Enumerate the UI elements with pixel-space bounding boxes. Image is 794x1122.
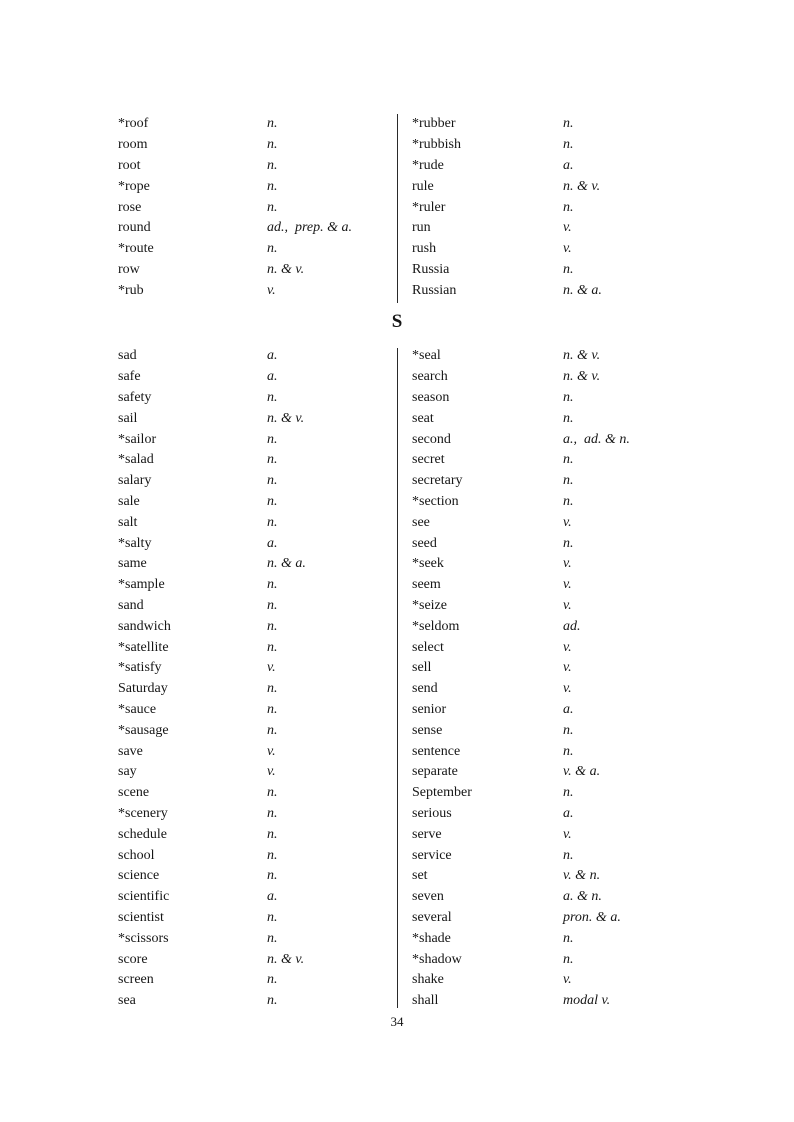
entry-word: *shade xyxy=(412,930,451,946)
entry-word: *rubber xyxy=(412,116,456,132)
entry-word: *seldom xyxy=(412,618,460,634)
entry-part-of-speech: a. xyxy=(563,805,574,821)
entry-part-of-speech: n. xyxy=(563,137,574,153)
entry-word: shake xyxy=(412,972,444,988)
word-entry-row xyxy=(118,637,394,658)
word-entry-row xyxy=(118,679,394,700)
entry-part-of-speech: ad. xyxy=(563,618,581,634)
entry-part-of-speech: n. xyxy=(267,972,278,988)
entry-part-of-speech: n. & v. xyxy=(563,369,601,385)
entry-word: sell xyxy=(412,660,432,676)
entry-word: rose xyxy=(118,199,142,215)
entry-part-of-speech: n. xyxy=(267,452,278,468)
entry-word: science xyxy=(118,868,160,884)
entry-part-of-speech: a. xyxy=(267,348,278,364)
entry-word: round xyxy=(118,220,151,236)
entry-part-of-speech: n. xyxy=(563,452,574,468)
word-entry-row xyxy=(118,575,394,596)
entry-word: service xyxy=(412,847,452,863)
word-entry-row xyxy=(118,845,394,866)
entry-part-of-speech: v. xyxy=(563,972,572,988)
entry-part-of-speech: n. xyxy=(267,116,278,132)
entry-word: salary xyxy=(118,473,152,489)
entry-part-of-speech: n. xyxy=(267,618,278,634)
entry-word: *satellite xyxy=(118,639,169,655)
entry-word: Russia xyxy=(412,261,450,277)
word-entry-row xyxy=(412,346,688,367)
word-entry-row xyxy=(118,176,394,197)
entry-word: safe xyxy=(118,369,141,385)
entry-word: send xyxy=(412,681,438,697)
top-right-column xyxy=(412,114,688,301)
entry-word: *rude xyxy=(412,157,444,173)
entry-word: shall xyxy=(412,993,439,1009)
word-entry-row xyxy=(412,492,688,513)
entry-part-of-speech: n. xyxy=(563,847,574,863)
entry-word: seed xyxy=(412,535,437,551)
entry-part-of-speech: n. xyxy=(267,389,278,405)
entry-part-of-speech: v. xyxy=(563,681,572,697)
word-entry-row xyxy=(118,928,394,949)
word-entry-row xyxy=(412,804,688,825)
entry-word: *salad xyxy=(118,452,154,468)
entry-part-of-speech: n. xyxy=(563,199,574,215)
entry-part-of-speech: n. xyxy=(563,410,574,426)
word-entry-row xyxy=(412,408,688,429)
word-entry-row xyxy=(118,450,394,471)
entry-word: safety xyxy=(118,389,152,405)
entry-word: *rubbish xyxy=(412,137,461,153)
entry-part-of-speech: v. xyxy=(267,660,276,676)
word-entry-row xyxy=(412,450,688,471)
word-entry-row xyxy=(412,197,688,218)
word-entry-row xyxy=(412,700,688,721)
entry-word: room xyxy=(118,137,148,153)
entry-word: schedule xyxy=(118,826,167,842)
entry-part-of-speech: n. xyxy=(563,743,574,759)
entry-word: screen xyxy=(118,972,154,988)
entry-part-of-speech: n. xyxy=(563,389,574,405)
entry-word: *seize xyxy=(412,597,447,613)
entry-word: sand xyxy=(118,597,144,613)
entry-part-of-speech: n. xyxy=(267,639,278,655)
word-entry-row xyxy=(412,762,688,783)
word-entry-row xyxy=(118,720,394,741)
word-entry-row xyxy=(118,156,394,177)
entry-word: *sauce xyxy=(118,701,157,717)
word-entry-row xyxy=(118,908,394,929)
word-entry-row xyxy=(412,616,688,637)
word-entry-row xyxy=(118,367,394,388)
bottom-left-column xyxy=(118,346,394,1012)
entry-part-of-speech: n. xyxy=(267,993,278,1009)
entry-word: say xyxy=(118,764,137,780)
word-entry-row xyxy=(412,866,688,887)
entry-part-of-speech: a. & n. xyxy=(563,889,602,905)
word-entry-row xyxy=(118,824,394,845)
word-entry-row xyxy=(412,156,688,177)
entry-part-of-speech: a., ad. & n. xyxy=(563,431,630,447)
word-entry-row xyxy=(412,970,688,991)
entry-word: root xyxy=(118,157,141,173)
entry-word: sandwich xyxy=(118,618,171,634)
word-entry-row xyxy=(412,783,688,804)
entry-word: several xyxy=(412,909,452,925)
entry-part-of-speech: n. xyxy=(267,597,278,613)
entry-word: *rope xyxy=(118,178,150,194)
entry-part-of-speech: a. xyxy=(267,535,278,551)
word-entry-row xyxy=(118,700,394,721)
entry-word: Saturday xyxy=(118,681,168,697)
word-entry-row xyxy=(412,239,688,260)
entry-word: *ruler xyxy=(412,199,446,215)
entry-word: sense xyxy=(412,722,443,738)
entry-word: rush xyxy=(412,241,437,257)
entry-part-of-speech: v. xyxy=(563,577,572,593)
entry-part-of-speech: n. xyxy=(563,785,574,801)
word-entry-row xyxy=(118,887,394,908)
word-entry-row xyxy=(118,658,394,679)
entry-word: season xyxy=(412,389,450,405)
word-entry-row xyxy=(412,596,688,617)
entry-part-of-speech: n. & a. xyxy=(267,556,306,572)
entry-part-of-speech: n. xyxy=(563,722,574,738)
entry-word: scientist xyxy=(118,909,164,925)
entry-word: sale xyxy=(118,493,140,509)
entry-part-of-speech: n. xyxy=(267,493,278,509)
word-entry-row xyxy=(412,991,688,1012)
entry-word: search xyxy=(412,369,448,385)
word-entry-row xyxy=(118,471,394,492)
entry-word: separate xyxy=(412,764,458,780)
entry-part-of-speech: n. xyxy=(267,199,278,215)
entry-part-of-speech: v. xyxy=(563,639,572,655)
entry-part-of-speech: n. xyxy=(267,805,278,821)
entry-word: set xyxy=(412,868,428,884)
entry-word: secret xyxy=(412,452,445,468)
entry-word: same xyxy=(118,556,147,572)
entry-part-of-speech: pron. & a. xyxy=(563,909,621,925)
entry-part-of-speech: v. xyxy=(267,282,276,298)
entry-word: see xyxy=(412,514,430,530)
entry-part-of-speech: n. & v. xyxy=(563,348,601,364)
entry-part-of-speech: a. xyxy=(267,889,278,905)
word-entry-row xyxy=(412,575,688,596)
entry-word: salt xyxy=(118,514,138,530)
word-entry-row xyxy=(118,783,394,804)
entry-word: *sample xyxy=(118,577,165,593)
entry-part-of-speech: n. xyxy=(267,868,278,884)
word-entry-row xyxy=(118,114,394,135)
word-entry-row xyxy=(412,554,688,575)
word-entry-row xyxy=(118,741,394,762)
entry-word: *seal xyxy=(412,348,441,364)
top-left-column xyxy=(118,114,394,301)
word-entry-row xyxy=(118,596,394,617)
entry-part-of-speech: n. xyxy=(267,431,278,447)
entry-word: *seek xyxy=(412,556,444,572)
entry-part-of-speech: n. xyxy=(267,701,278,717)
entry-part-of-speech: v. xyxy=(563,514,572,530)
entry-part-of-speech: v. xyxy=(563,220,572,236)
entry-part-of-speech: n. xyxy=(563,493,574,509)
word-entry-row xyxy=(118,533,394,554)
entry-part-of-speech: n. xyxy=(563,930,574,946)
entry-word: *scissors xyxy=(118,930,169,946)
word-entry-row xyxy=(412,720,688,741)
word-entry-row xyxy=(118,492,394,513)
entry-part-of-speech: v. & n. xyxy=(563,868,601,884)
entry-word: *section xyxy=(412,493,459,509)
entry-part-of-speech: n. & v. xyxy=(267,951,305,967)
entry-word: *sausage xyxy=(118,722,169,738)
entry-word: Russian xyxy=(412,282,457,298)
entry-word: rule xyxy=(412,178,434,194)
word-entry-row xyxy=(412,512,688,533)
entry-part-of-speech: a. xyxy=(563,701,574,717)
entry-word: seem xyxy=(412,577,441,593)
word-entry-row xyxy=(412,388,688,409)
entry-part-of-speech: n. xyxy=(563,116,574,132)
entry-word: *roof xyxy=(118,116,149,132)
entry-part-of-speech: n. xyxy=(563,535,574,551)
entry-part-of-speech: v. xyxy=(563,597,572,613)
word-entry-row xyxy=(118,239,394,260)
word-entry-row xyxy=(412,280,688,301)
entry-part-of-speech: v. & a. xyxy=(563,764,601,780)
entry-part-of-speech: n. & v. xyxy=(563,178,601,194)
entry-word: score xyxy=(118,951,148,967)
entry-part-of-speech: n. xyxy=(267,137,278,153)
entry-part-of-speech: n. xyxy=(267,847,278,863)
entry-word: *sailor xyxy=(118,431,157,447)
word-entry-row xyxy=(118,762,394,783)
entry-part-of-speech: n. xyxy=(267,930,278,946)
word-entry-row xyxy=(412,887,688,908)
entry-part-of-speech: n. xyxy=(267,681,278,697)
word-entry-row xyxy=(412,533,688,554)
word-entry-row xyxy=(118,970,394,991)
entry-part-of-speech: v. xyxy=(563,556,572,572)
entry-part-of-speech: n. xyxy=(563,261,574,277)
entry-word: run xyxy=(412,220,431,236)
entry-part-of-speech: n. xyxy=(267,157,278,173)
bottom-right-column xyxy=(412,346,688,1012)
entry-word: seat xyxy=(412,410,434,426)
word-entry-row xyxy=(412,928,688,949)
entry-part-of-speech: n. xyxy=(267,577,278,593)
word-entry-row xyxy=(118,991,394,1012)
word-entry-row xyxy=(118,429,394,450)
word-entry-row xyxy=(412,824,688,845)
word-entry-row xyxy=(412,367,688,388)
entry-word: *rub xyxy=(118,282,144,298)
word-entry-row xyxy=(118,616,394,637)
entry-word: sad xyxy=(118,348,137,364)
word-entry-row xyxy=(412,135,688,156)
word-entry-row xyxy=(412,845,688,866)
word-entry-row xyxy=(118,388,394,409)
entry-word: second xyxy=(412,431,451,447)
word-entry-row xyxy=(412,260,688,281)
word-entry-row xyxy=(118,554,394,575)
word-entry-row xyxy=(412,741,688,762)
entry-part-of-speech: n. xyxy=(267,909,278,925)
entry-part-of-speech: n. xyxy=(267,514,278,530)
entry-word: *route xyxy=(118,241,154,257)
word-entry-row xyxy=(412,176,688,197)
entry-part-of-speech: a. xyxy=(563,157,574,173)
entry-word: September xyxy=(412,785,472,801)
entry-part-of-speech: n. xyxy=(563,473,574,489)
entry-part-of-speech: n. xyxy=(563,951,574,967)
entry-part-of-speech: v. xyxy=(563,826,572,842)
entry-word: select xyxy=(412,639,444,655)
entry-word: scientific xyxy=(118,889,170,905)
word-entry-row xyxy=(412,949,688,970)
entry-part-of-speech: n. xyxy=(267,473,278,489)
entry-word: secretary xyxy=(412,473,463,489)
entry-word: senior xyxy=(412,701,447,717)
entry-word: row xyxy=(118,261,140,277)
entry-word: serve xyxy=(412,826,442,842)
entry-part-of-speech: n. xyxy=(267,722,278,738)
word-entry-row xyxy=(118,408,394,429)
word-entry-row xyxy=(118,346,394,367)
word-entry-row xyxy=(118,949,394,970)
word-entry-row xyxy=(412,908,688,929)
entry-word: *satisfy xyxy=(118,660,162,676)
entry-word: scene xyxy=(118,785,150,801)
entry-part-of-speech: n. & v. xyxy=(267,261,305,277)
word-entry-row xyxy=(412,471,688,492)
column-divider-bottom xyxy=(397,348,398,1008)
entry-part-of-speech: v. xyxy=(563,660,572,676)
word-entry-row xyxy=(412,218,688,239)
entry-word: save xyxy=(118,743,143,759)
entry-part-of-speech: v. xyxy=(267,743,276,759)
entry-word: school xyxy=(118,847,155,863)
word-entry-row xyxy=(118,135,394,156)
word-entry-row xyxy=(118,218,394,239)
entry-part-of-speech: n. & a. xyxy=(563,282,602,298)
entry-part-of-speech: a. xyxy=(267,369,278,385)
word-entry-row xyxy=(118,260,394,281)
entry-word: seven xyxy=(412,889,444,905)
entry-word: sea xyxy=(118,993,136,1009)
section-heading-letter: S xyxy=(391,311,403,332)
word-entry-row xyxy=(118,280,394,301)
entry-word: *salty xyxy=(118,535,152,551)
word-entry-row xyxy=(412,114,688,135)
entry-part-of-speech: n. xyxy=(267,826,278,842)
word-entry-row xyxy=(412,429,688,450)
entry-word: sentence xyxy=(412,743,461,759)
entry-part-of-speech: n. & v. xyxy=(267,410,305,426)
word-entry-row xyxy=(412,658,688,679)
word-entry-row xyxy=(412,679,688,700)
entry-part-of-speech: ad., prep. & a. xyxy=(267,220,353,236)
word-entry-row xyxy=(118,804,394,825)
entry-part-of-speech: v. xyxy=(267,764,276,780)
entry-word: *scenery xyxy=(118,805,168,821)
page-number: 34 xyxy=(390,1014,404,1029)
column-divider-top xyxy=(397,114,398,303)
entry-part-of-speech: n. xyxy=(267,178,278,194)
entry-part-of-speech: modal v. xyxy=(563,993,611,1009)
entry-part-of-speech: n. xyxy=(267,241,278,257)
entry-part-of-speech: n. xyxy=(267,785,278,801)
word-entry-row xyxy=(118,512,394,533)
entry-word: serious xyxy=(412,805,452,821)
word-entry-row xyxy=(118,866,394,887)
word-entry-row xyxy=(412,637,688,658)
entry-part-of-speech: v. xyxy=(563,241,572,257)
word-entry-row xyxy=(118,197,394,218)
entry-word: sail xyxy=(118,410,138,426)
entry-word: *shadow xyxy=(412,951,462,967)
